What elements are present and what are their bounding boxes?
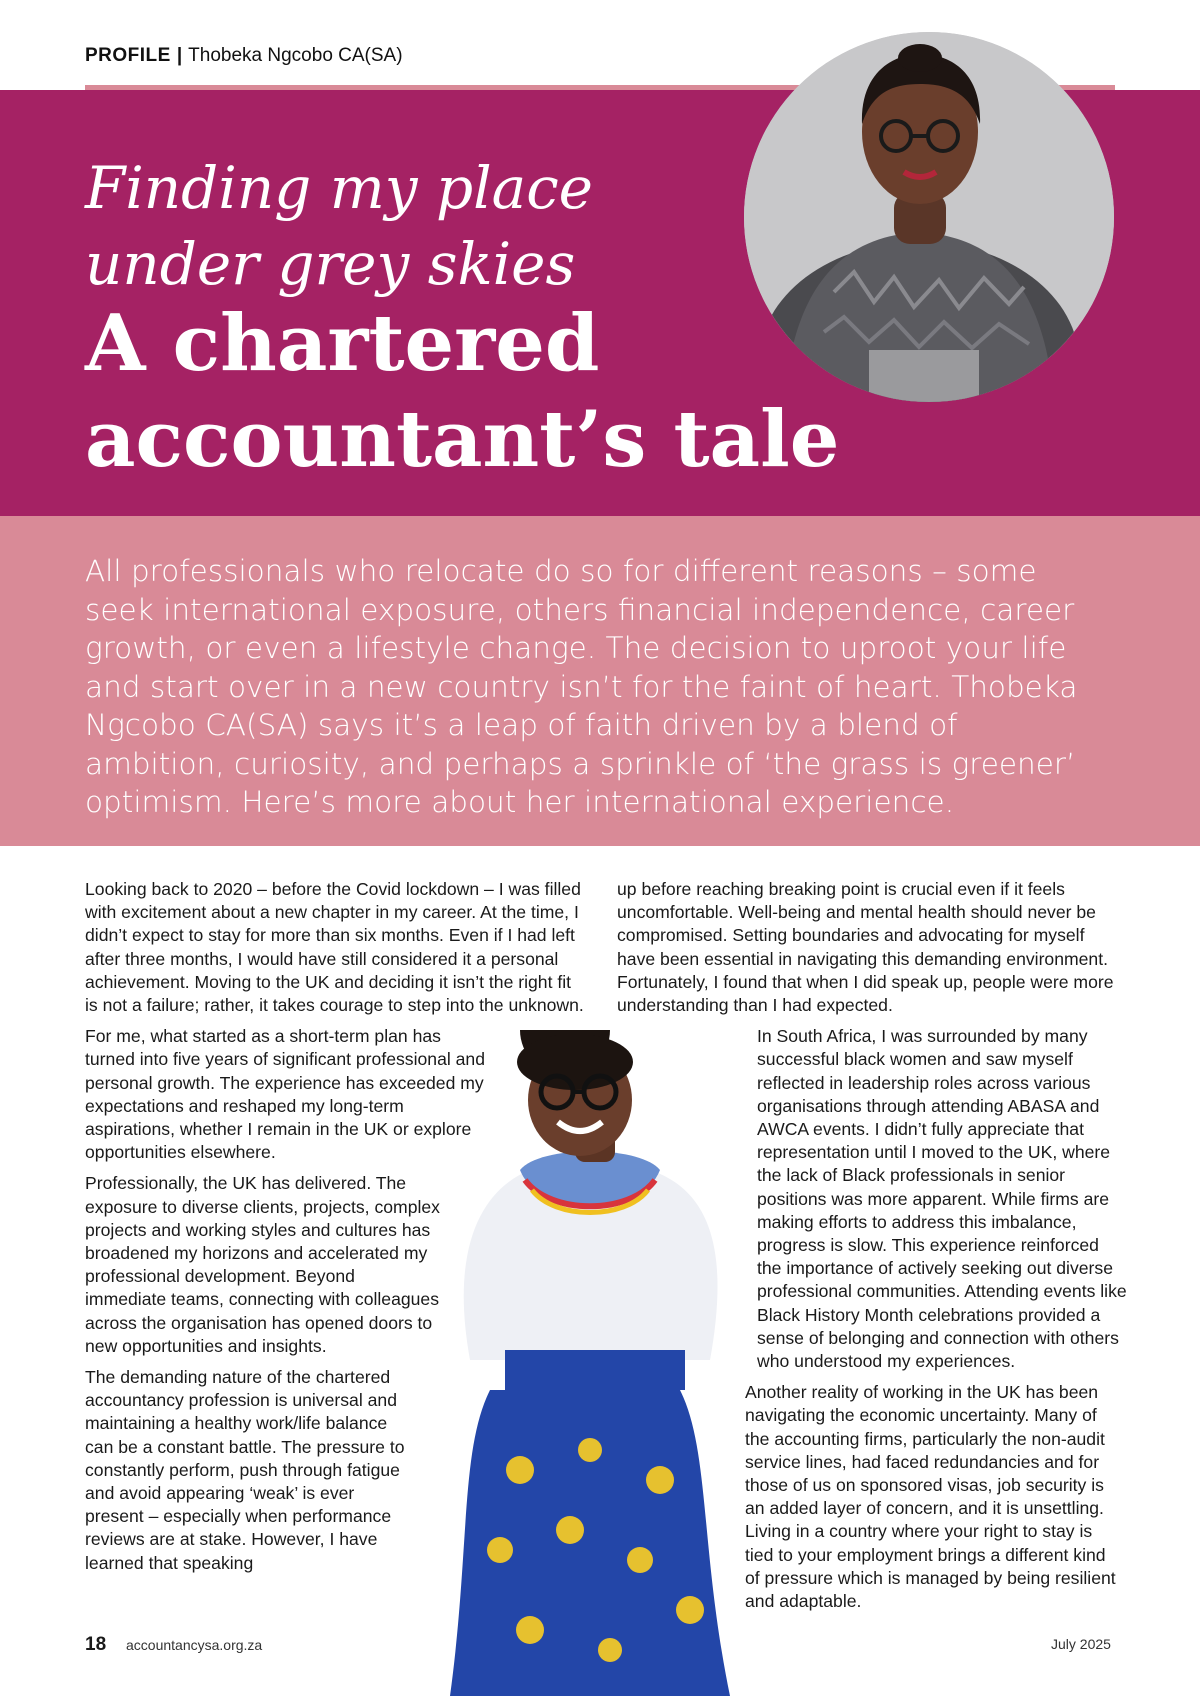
header-separator: | <box>176 45 183 66</box>
body-paragraph: The demanding nature of the chartered accountancy profession is universal and maintaining a healthy work/life balance can be a constant battle. The pressure to constantly perform, push through fatigue and avoid appearing ‘weak’ is ever present – especially when performance reviews are at stake. However, I have learned that speaking <box>85 1367 405 1573</box>
footer-website: accountancysa.org.za <box>126 1637 263 1653</box>
standfirst: All professionals who relocate do so for different reasons – some seek international exposure, others financial independence, career growth, or even a lifestyle change. The decision to uproot your life and start over in a new country isn’t for the faint of heart. Thobeka Ngcobo CA(SA) says it’s a leap of faith driven by a blend of ambition, curiosity, and perhaps a sprinkle of ‘the grass is greener’ optimism. Here’s more about her international experience. <box>85 554 1078 819</box>
body-paragraph: In South Africa, I was surrounded by many successful black women and saw myself reflected in leadership roles across various organisations through attending ABASA and AWCA events. I didn’t fully appreciate that representation until I moved to the UK, where the lack of Black professionals in senior positions was more apparent. While firms are making efforts to address this imbalance, progress is slow. This experience reinforced the importance of actively seeking out diverse professional communities. Attending events like Black History Month celebrations provided a sense of belonging and connection with others who understood my experiences. <box>757 1026 1127 1372</box>
body-paragraph: Professionally, the UK has delivered. The exposure to diverse clients, projects, complex projects and working styles and cultures has broadened my horizons and accelerated my professional development. Beyond immediate teams, connecting with colleagues across the organisation has opened doors to new opportunities and insights. <box>85 1173 440 1356</box>
header-subject: Thobeka Ngcobo CA(SA) <box>188 45 403 66</box>
portrait-photo <box>744 32 1114 402</box>
page-number: 18 <box>85 1634 107 1655</box>
body-paragraph: Another reality of working in the UK has been navigating the economic uncertainty. Many of the accounting firms, particularly the non-audit service lines, had faced redundancies and for those of us on sponsored visas, job security is an added layer of concern, and it is unsettling. Living in a country where your right to stay is tied to your employment brings a different kind of pressure which is managed by being resilient and adaptable. <box>745 1382 1116 1612</box>
kicker-line-1: Finding my place <box>85 154 594 222</box>
footer-date: July 2025 <box>1051 1636 1111 1652</box>
body-column-right <box>617 878 1127 1621</box>
headline-line-2: accountant’s tale <box>85 394 840 485</box>
kicker-line-2: under grey skies <box>85 230 576 298</box>
kicker-title <box>85 150 705 302</box>
section-label: PROFILE <box>85 45 171 66</box>
body-paragraph: up before reaching breaking point is crucial even if it feels uncomfortable. Well-being and mental health should never be compromised. Setting boundaries and advocating for myself have been essential in navigating this demanding environment. Fortunately, I found that when I did speak up, people were more understanding than I had expected. <box>617 879 1114 1016</box>
portrait-illustration <box>744 32 1114 402</box>
running-header <box>85 45 403 67</box>
headline-line-1: A chartered <box>85 298 600 389</box>
body-paragraph: Looking back to 2020 – before the Covid lockdown – I was filled with excitement about a new chapter in my career. At the time, I didn’t expect to stay for more than six months. Even if I had left after three months, I would have still considered it a personal achievement. Moving to the UK and deciding it isn’t the right fit is not a failure; rather, it takes courage to step into the unknown. <box>85 879 584 1016</box>
body-paragraph: For me, what started as a short-term plan has turned into five years of significant professional and personal growth. The experience has exceeded my expectations and reshaped my long-term aspirations, whether I remain in the UK or explore opportunities elsewhere. <box>85 1026 486 1163</box>
